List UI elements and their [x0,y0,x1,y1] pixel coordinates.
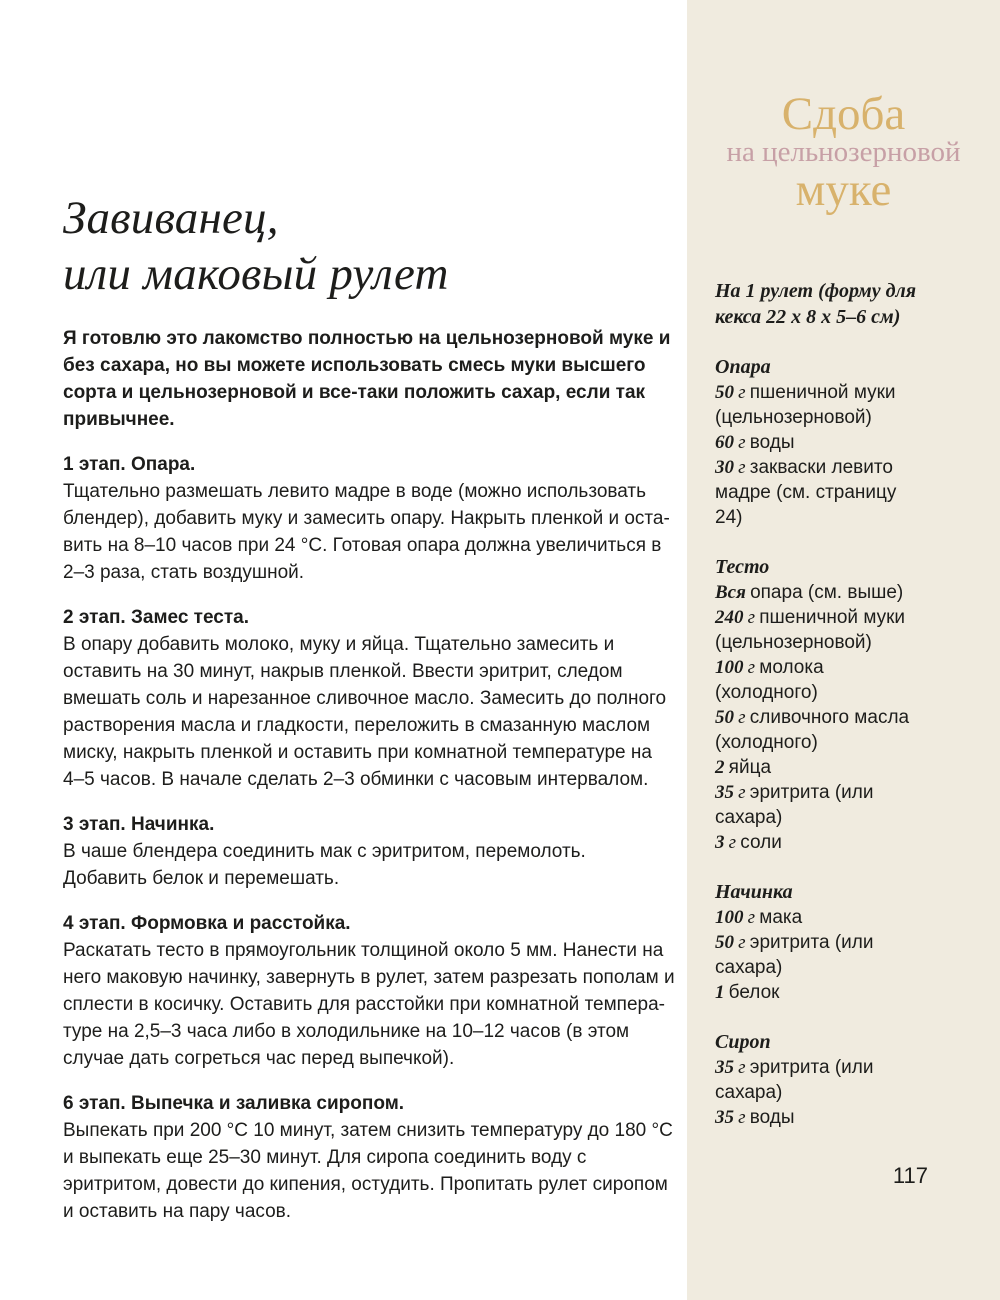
ingredient-unit: г [738,432,746,453]
ingredient-qty: 30 [715,457,734,478]
ingredient-name: пшеничной муки (цельнозерновой) [715,607,906,653]
ingredient-qty: 35 [715,782,734,803]
step-heading: 1 этап. Опара. [63,453,196,475]
ingredient-item [715,1105,929,1130]
ingredient-item [715,980,929,1005]
ingredient-name: соли [740,832,782,853]
ingredient-section-title: Сироп [715,1031,771,1053]
step-heading: 4 этап. Формовка и расстойка. [63,912,351,934]
ingredient-unit: г [747,607,756,628]
ingredient-qty: 50 [715,382,734,403]
ingredient-section-nachinka [715,880,929,1005]
ingredient-name: эритрита (или сахара) [715,782,874,828]
recipe-title-line1: Завиванец, [63,192,279,244]
ingredient-name: опара (см. выше) [750,582,904,603]
ingredient-section-testo [715,555,929,855]
ingredient-name: мака [759,907,803,928]
ingredient-qty: 35 [715,1057,734,1078]
ingredient-unit: г [747,657,756,678]
recipe-step-6 [63,1090,675,1225]
recipe-main-column [63,190,675,1225]
ingredient-qty: 50 [715,707,734,728]
ingredient-item [715,930,929,980]
recipe-step-1 [63,451,675,586]
ingredient-qty: 100 [715,657,744,678]
ingredient-section-title: Тесто [715,556,770,578]
ingredient-qty: 1 [715,982,725,1003]
ingredient-unit: г [738,1057,746,1078]
step-heading: 3 этап. Начинка. [63,813,215,835]
chapter-header [687,88,1000,216]
ingredient-name: эритрита (или сахара) [715,1057,874,1103]
page-number: 117 [892,1163,928,1188]
ingredient-item [715,605,929,655]
recipe-step-3 [63,811,675,892]
ingredient-section-opara [715,355,929,530]
ingredient-qty: 60 [715,432,734,453]
ingredient-unit: г [728,832,737,853]
step-body: В чаше блендера соединить мак с эритритом, перемолоть. Добавить белок и перемешать. [63,840,586,889]
ingredient-name: сливочного масла (холодного) [715,707,910,753]
ingredient-name: воды [749,1107,795,1128]
ingredient-item [715,755,929,780]
ingredient-name: белок [728,982,780,1003]
ingredient-unit: г [738,932,746,953]
ingredient-qty: 50 [715,932,734,953]
ingredient-qty: Вся [715,582,746,603]
ingredient-item [715,830,929,855]
recipe-yield: На 1 рулет (форму для кекса 22 x 8 x 5–6 см) [715,280,917,328]
ingredient-item [715,905,929,930]
step-heading: 2 этап. Замес теста. [63,606,250,628]
chapter-header-line1: Сдоба [781,88,906,140]
recipe-title-line2: или маковый рулет [63,248,449,301]
ingredient-name: эритрита (или сахара) [715,932,874,978]
ingredient-unit: г [738,1107,746,1128]
ingredient-unit: г [738,782,746,803]
ingredient-unit: г [738,707,746,728]
ingredient-item [715,655,929,705]
recipe-title [63,190,675,303]
ingredient-item [715,430,929,455]
ingredient-name: воды [749,432,795,453]
ingredient-qty: 100 [715,907,744,928]
step-body: Тщательно размешать левито мадре в воде (можно использовать блендер), добавить муку и замесить опару. Накрыть пленкой и оставить на 8–10 часов при 24 °С. Готовая опара должна увеличиться в 2–3 раза, стать воздушной. [63,480,670,583]
ingredient-item [715,580,929,605]
recipe-step-4 [63,910,675,1072]
recipe-intro: Я готовлю это лакомство полностью на цельнозерновой муке и без сахара, но вы можете использовать смесь муки высшего сорта и цельнозерновой и все-таки положить сахар, если так привычнее. [63,327,671,430]
ingredient-qty: 3 [715,832,725,853]
chapter-header-line2: на цельнозерновой [726,136,961,168]
ingredient-item [715,780,929,830]
step-body: Выпекать при 200 °С 10 минут, затем снизить температуру до 180 °С и выпекать еще 25–30 минут. Для сиропа соединить воду с эритритом, довести до кипения, остудить. Пропитать рулет сиропом и оставить на пару часов. [63,1119,673,1222]
ingredient-name: яйца [728,757,772,778]
chapter-header-line3: муке [795,164,892,216]
ingredient-section-sirop [715,1030,929,1130]
ingredient-item [715,455,929,530]
recipe-step-2 [63,604,675,793]
step-body: Раскатать тесто в прямоугольник толщиной около 5 мм. Нанести на него маковую начинку, завернуть в рулет, затем разрезать пополам и сплести в косичку. Оставить для расстойки при комнатной температуре на 2,5–3 часа либо в холодильнике на 10–12 часов (в этом случае дать согреться час перед выпечкой). [63,939,675,1069]
ingredient-section-title: Начинка [715,881,793,903]
ingredient-unit: г [747,907,756,928]
ingredient-item [715,705,929,755]
ingredient-unit: г [738,457,746,478]
ingredient-name: закваски левито мадре (см. страницу 24) [715,457,897,528]
step-body: В опару добавить молоко, муку и яйца. Тщательно замесить и оставить на 30 минут, накрыв пленкой. Ввести эритрит, следом вмешать соль и нарезанное сливочное масло. Замесить до полного растворения масла и гладкости, переложить в смазанную маслом миску, накрыть пленкой и оставить при комнатной температуре на 4–5 часов. В начале сделать 2–3 обминки с часовым интервалом. [63,633,667,790]
ingredient-section-title: Опара [715,356,771,378]
ingredient-qty: 2 [715,757,725,778]
ingredient-qty: 35 [715,1107,734,1128]
ingredient-item [715,1055,929,1105]
step-heading: 6 этап. Выпечка и заливка сиропом. [63,1092,405,1114]
ingredient-name: молока (холодного) [715,657,824,703]
ingredient-unit: г [738,382,746,403]
ingredient-name: пшеничной муки (цельнозерновой) [715,382,896,428]
ingredients-sidebar [687,0,1000,1300]
ingredient-qty: 240 [715,607,744,628]
ingredient-item [715,380,929,430]
